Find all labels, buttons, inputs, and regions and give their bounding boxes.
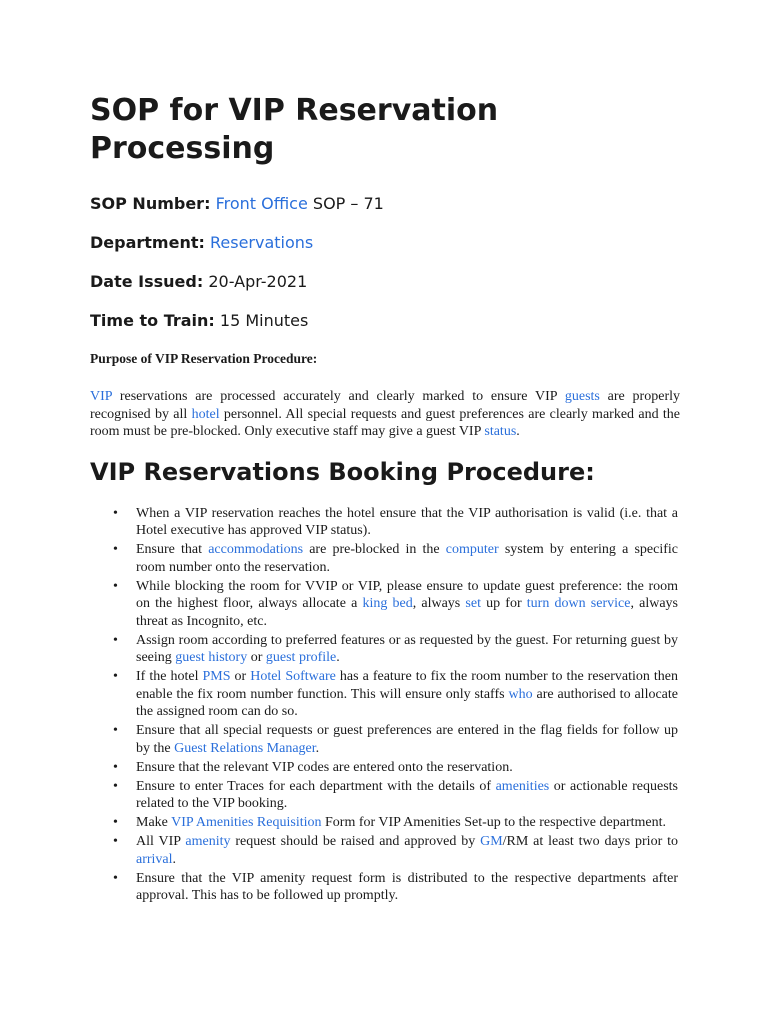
list-item: [113, 632, 680, 667]
sop-number-label: SOP Number:: [90, 194, 211, 213]
guest-relations-manager-link[interactable]: Guest Relations Manager: [174, 740, 316, 756]
purpose-text: .: [516, 424, 520, 439]
procedure-heading: VIP Reservations Booking Procedure:: [90, 457, 595, 486]
guests-link[interactable]: guests: [564, 389, 600, 404]
amenity-link[interactable]: amenity: [185, 834, 231, 849]
step-text: .: [336, 650, 340, 665]
date-issued-label: Date Issued:: [90, 272, 204, 291]
step-text: .: [315, 740, 320, 756]
set-link[interactable]: set: [465, 596, 481, 611]
amenities-link[interactable]: amenities: [495, 778, 550, 794]
guest-profile-link[interactable]: guest profile: [265, 650, 337, 665]
pms-link[interactable]: PMS: [202, 669, 231, 684]
purpose-text: personnel. All special requests and guest preferences are clearly marked and the room must be pre-blocked. Only executive staff may give a guest VIP: [90, 406, 681, 439]
list-item: [113, 778, 680, 813]
step-text: or actionable requests related to the VIP booking.: [136, 778, 678, 811]
page-title: SOP for VIP Reservation Processing: [90, 93, 499, 166]
status-link[interactable]: status: [484, 424, 517, 439]
date-issued-line: [90, 272, 680, 292]
hotel-software-link[interactable]: Hotel Software: [250, 669, 336, 684]
arrival-link[interactable]: arrival: [136, 851, 173, 867]
accommodations-link[interactable]: accommodations: [208, 542, 304, 557]
department-line: [90, 233, 680, 253]
step-text: When a VIP reservation reaches the hotel ensure that the VIP authorisation is valid (i.e. that a Hotel executive has approved VIP status).: [136, 505, 678, 538]
date-issued-value: 20-Apr-2021: [203, 272, 308, 291]
step-text: request should be raised and approved by: [230, 834, 481, 849]
purpose-text: are properly recognised by all: [90, 389, 680, 422]
list-item: [113, 668, 680, 721]
step-text: Ensure that the VIP amenity request form is distributed to the respective departments after approval. This has to be followed up promptly.: [136, 870, 678, 903]
step-text: or: [230, 669, 251, 684]
vip-link[interactable]: VIP: [90, 389, 113, 404]
computer-link[interactable]: computer: [445, 542, 499, 557]
time-to-train-value: 15 Minutes: [214, 311, 309, 330]
step-text: .: [172, 851, 177, 867]
step-text: , always threat as Incognito, etc.: [136, 596, 678, 629]
step-text: has a feature to fix the room number to the reservation then enable the fix room number function. This will ensure only staffs: [136, 669, 678, 702]
list-item: [113, 578, 680, 631]
bullet-icon: •: [113, 632, 118, 648]
step-text: or: [247, 650, 266, 665]
list-item: [113, 722, 680, 757]
bullet-icon: •: [113, 505, 118, 521]
front-office-link[interactable]: Front Office: [215, 194, 308, 213]
list-item: [113, 870, 680, 905]
step-text: are pre-blocked in the: [303, 542, 446, 557]
bullet-icon: •: [113, 759, 118, 775]
bullet-icon: •: [113, 815, 118, 830]
who-link[interactable]: who: [508, 686, 533, 702]
bullet-icon: •: [113, 542, 118, 557]
purpose-heading: Purpose of VIP Reservation Procedure:: [90, 351, 318, 366]
gm-link[interactable]: GM: [480, 834, 503, 849]
list-item: [113, 505, 680, 540]
king-bed-link[interactable]: king bed: [362, 596, 413, 611]
time-to-train-line: [90, 311, 680, 331]
purpose-text: reservations are processed accurately and clearly marked to ensure VIP: [112, 389, 565, 404]
step-text: While blocking the room for VVIP or VIP, please ensure to update guest preference: the room on the highest floor, always allocate a: [136, 578, 678, 611]
list-item: [113, 814, 680, 832]
step-text: Make: [136, 815, 172, 830]
list-item: [113, 833, 680, 868]
step-text: /RM at least two days prior to: [502, 834, 678, 849]
bullet-icon: •: [113, 669, 118, 684]
reservations-link[interactable]: Reservations: [209, 233, 314, 252]
sop-number-value: SOP – 71: [307, 194, 384, 213]
step-text: Ensure that the relevant VIP codes are entered onto the reservation.: [136, 759, 513, 775]
step-text: All VIP: [136, 834, 186, 849]
step-text: If the hotel: [136, 669, 203, 684]
bullet-icon: •: [113, 578, 118, 594]
step-text: up for: [480, 596, 527, 611]
bullet-icon: •: [113, 870, 118, 886]
step-text: are authorised to allocate the assigned room can do so.: [136, 686, 678, 719]
bullet-icon: •: [113, 834, 118, 849]
sop-number-line: [90, 194, 680, 214]
department-label: Department:: [90, 233, 205, 252]
purpose-paragraph: [90, 388, 680, 441]
turn-down-service-link[interactable]: turn down service: [526, 596, 631, 611]
list-item: [113, 759, 680, 777]
step-text: Ensure that all special requests or guest preferences are entered in the flag fields for follow up by the: [136, 723, 678, 756]
step-text: , always: [412, 596, 466, 611]
bullet-icon: •: [113, 723, 118, 738]
step-text: Ensure that: [136, 542, 209, 557]
bullet-icon: •: [113, 778, 118, 794]
step-text: system by entering a specific room number onto the reservation.: [136, 542, 678, 575]
step-text: Assign room according to preferred features or as requested by the guest. For returning guest by seeing: [136, 632, 678, 665]
time-to-train-label: Time to Train:: [90, 311, 215, 330]
hotel-link[interactable]: hotel: [191, 406, 220, 422]
vip-amenities-requisition-link[interactable]: VIP Amenities Requisition: [171, 815, 322, 830]
procedure-list: [90, 505, 680, 905]
step-text: Ensure to enter Traces for each department with the details of: [136, 778, 496, 794]
guest-history-link[interactable]: guest history: [175, 650, 248, 665]
document-page: [90, 92, 680, 906]
step-text: Form for VIP Amenities Set-up to the respective department.: [321, 815, 666, 830]
list-item: [113, 541, 680, 576]
